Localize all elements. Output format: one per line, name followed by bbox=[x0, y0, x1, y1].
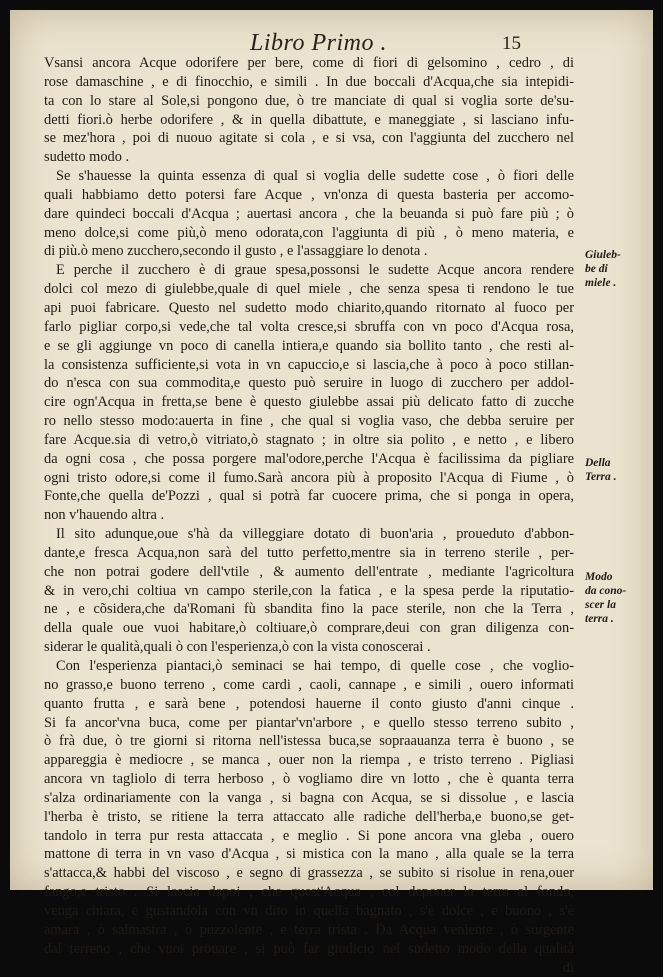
text-line: & in vero,chi coltiua vn campo sterile,con la fatica , e la spesa perde la riputatio- bbox=[44, 582, 574, 601]
text-line: amara , ò salmastra , ò puzzolente , e terra trista . Da Acqua veniente , ò surgente bbox=[44, 921, 574, 940]
margin-note-terra bbox=[585, 456, 647, 484]
margin-note-line: terra . bbox=[585, 612, 647, 626]
text-line: dolci col mezo di giulebbe,quale di quel miele , che senza spesa ti rendono le tue bbox=[44, 280, 574, 299]
text-line: ne , e cõsidera,che da'Romani fù sbandita fino la pace sterile, non che la Terra , bbox=[44, 600, 574, 619]
running-title: Libro Primo . bbox=[250, 30, 387, 57]
text-line: Il sito adunque,oue s'hà da villeggiare dotato di buon'aria , proueduto d'abbon- bbox=[44, 525, 574, 544]
margin-note-line: Modo bbox=[585, 570, 647, 584]
text-line: sudetto modo . bbox=[44, 148, 574, 167]
margin-note-line: Della bbox=[585, 456, 647, 470]
text-line: E perche il zucchero è di graue spesa,possonsi le sudette Acque ancora rendere bbox=[44, 261, 574, 280]
text-line: venga chiara, e gustandola con vn dito in quella bagnato , s'è dolce , e buono , s'è bbox=[44, 902, 574, 921]
text-line: e se gli aggiunge vn poco di canella intiera,e quando sia bollito tanto , che resti al- bbox=[44, 337, 574, 356]
text-line: tandolo in terra pur resta attaccata , e meglio . Si pone ancora vna gleba , ouero bbox=[44, 827, 574, 846]
text-line: ogni tristo odore,si come il fumo.Sarà ancora più à proposito l'Acqua di Fiume , ò bbox=[44, 469, 574, 488]
text-line: che non potrai godere dell'vtile , & aumento dell'entrate , mediante l'agricoltura bbox=[44, 563, 574, 582]
text-line: cire ogn'Acqua in fretta,se bene è questo giulebbe assai più delicato fatto di zucche bbox=[44, 393, 574, 412]
text-line: siderar le qualità,quali ò con l'esperienza,ò con la vista conoscerai . bbox=[44, 638, 574, 657]
text-line: Si fa ancor'vna buca, come per piantar'vn'arbore , e quello stesso terreno subito , bbox=[44, 714, 574, 733]
page-number: 15 bbox=[502, 33, 521, 55]
text-line: appareggia è mediocre , se manca , ouer non la riempa , e tristo terreno . Pigliasi bbox=[44, 751, 574, 770]
text-line: rose damaschine , e di finocchio, e simili . In due boccali d'Acqua,che sia intepidi- bbox=[44, 73, 574, 92]
text-line: dal terreno , che vuoi prouare , si può far giudicio nel sudetto modo della qualità bbox=[44, 940, 574, 959]
book-page bbox=[10, 10, 653, 890]
margin-note-line: da cono- bbox=[585, 584, 647, 598]
text-line: ò frà due, ò tre giorni si ritorna nell'istessa buca,se sopraauanza terra è buono , se bbox=[44, 732, 574, 751]
text-line: farlo pigliar corpo,si vede,che tal volta cresce,si sbruffa con vn poco d'Acqua rosa, bbox=[44, 318, 574, 337]
text-line: quanto frutta , e sarà bene , potendosi hauerne il conto giusto d'anni cinque . bbox=[44, 695, 574, 714]
margin-note-line: Terra . bbox=[585, 470, 647, 484]
text-line: Vsansi ancora Acque odorifere per bere, come di fiori di gelsomino , cedro , di bbox=[44, 54, 574, 73]
text-line: meno dolce,si come più,ò meno odorata,con l'aggiunta di più , ò meno materia, e bbox=[44, 224, 574, 243]
text-line: da ogni cosa , che possa porgere mal'odore,perche l'Acqua è facilissima da pigliare bbox=[44, 450, 574, 469]
text-line: dare quindeci boccali d'Acqua ; auertasi ancora , che la beuanda si può fare più ; ò bbox=[44, 205, 574, 224]
text-line: Se s'hauesse la quinta essenza di qual si voglia delle sudette cose , ò fiori delle bbox=[44, 167, 574, 186]
text-line: do n'esca con sua commodita,e questo può seruire in luogo di zucchero per addol- bbox=[44, 374, 574, 393]
text-line: no grasso,e buono terreno , come cardi , caoli, cannape , e simili , ouero informati bbox=[44, 676, 574, 695]
text-line: fango,e tristo . Si lascia dapoi , che quest'Acqua , col deponer la terra al fondo, bbox=[44, 883, 574, 902]
margin-note-line: miele . bbox=[585, 276, 647, 290]
text-line: della quale oue vuoi habitare,ò coltiuare,ò comprare,deui con gran diligenza con- bbox=[44, 619, 574, 638]
text-line: ro nello stesso modo:auerta in fine , che qual si voglia vaso, che debba seruire per bbox=[44, 412, 574, 431]
text-line: s'alza ordinariamente con la vanga , si bagna con Acqua, se si dissolue , e lascia bbox=[44, 789, 574, 808]
text-line: dante,e fresca Acqua,non sarà del tutto perfetto,mentre sia in terreno sterile , per- bbox=[44, 544, 574, 563]
text-line: s'attacca,& habbi del viscoso , e segno di grassezza , se subito si risolue in rena,ouer bbox=[44, 864, 574, 883]
text-line: Fonte,che quella de'Pozzi , qual si potrà far cuocere prima, che si ponga in opera, bbox=[44, 487, 574, 506]
text-line: se mez'hora , poi di nuouo agitate si cola , e si vsa, con l'aggiunta del zucchero nel bbox=[44, 129, 574, 148]
body-text bbox=[44, 54, 574, 977]
text-line: l'herba è tristo, se ritiene la terra attaccato alle radiche dell'herba,e buono,se get- bbox=[44, 808, 574, 827]
margin-note-line: be di bbox=[585, 262, 647, 276]
margin-note-line: Giuleb- bbox=[585, 248, 647, 262]
margin-note-modo bbox=[585, 570, 647, 626]
margin-note-giulebbe bbox=[585, 248, 647, 290]
text-line: ta con lo stare al Sole,si pongono due, ò tre manciate di qual si voglia sorte de'su- bbox=[44, 92, 574, 111]
text-line: ancora vn tagliolo di terra herboso , ò vogliamo dire vn lotto , che è quanta terra bbox=[44, 770, 574, 789]
margin-note-line: scer la bbox=[585, 598, 647, 612]
text-line: di più.ò meno zucchero,secondo il gusto , e l'assaggiare lo denota . bbox=[44, 242, 574, 261]
text-line: quali habbiamo detto potersi fare Acque , vn'onza di questa basteria per accomo- bbox=[44, 186, 574, 205]
text-line: api puoi fabricare. Questo nel sudetto modo chiarito,quando ritornato al fuoco per bbox=[44, 299, 574, 318]
text-line: di bbox=[44, 959, 574, 977]
text-line: mattone di terra in vn vaso d'Acqua , si mistica con la mano , alla quale se la terra bbox=[44, 845, 574, 864]
text-line: non v'hauendo altra . bbox=[44, 506, 574, 525]
text-line: fare Acque.sia di vetro,ò vitriato,ò stagnato ; in oltre sia polito , e netto , e libero bbox=[44, 431, 574, 450]
text-line: la consistenza sufficiente,si vota in vn capuccio,e si lascia,che à poco à poco stillan- bbox=[44, 356, 574, 375]
text-line: Con l'esperienza piantaci,ò seminaci se hai tempo, di quelle cose , che voglio- bbox=[44, 657, 574, 676]
text-line: detti fiori.ò herbe odorifere , & in quella dibattute, e maneggiate , si lasciano infu- bbox=[44, 111, 574, 130]
